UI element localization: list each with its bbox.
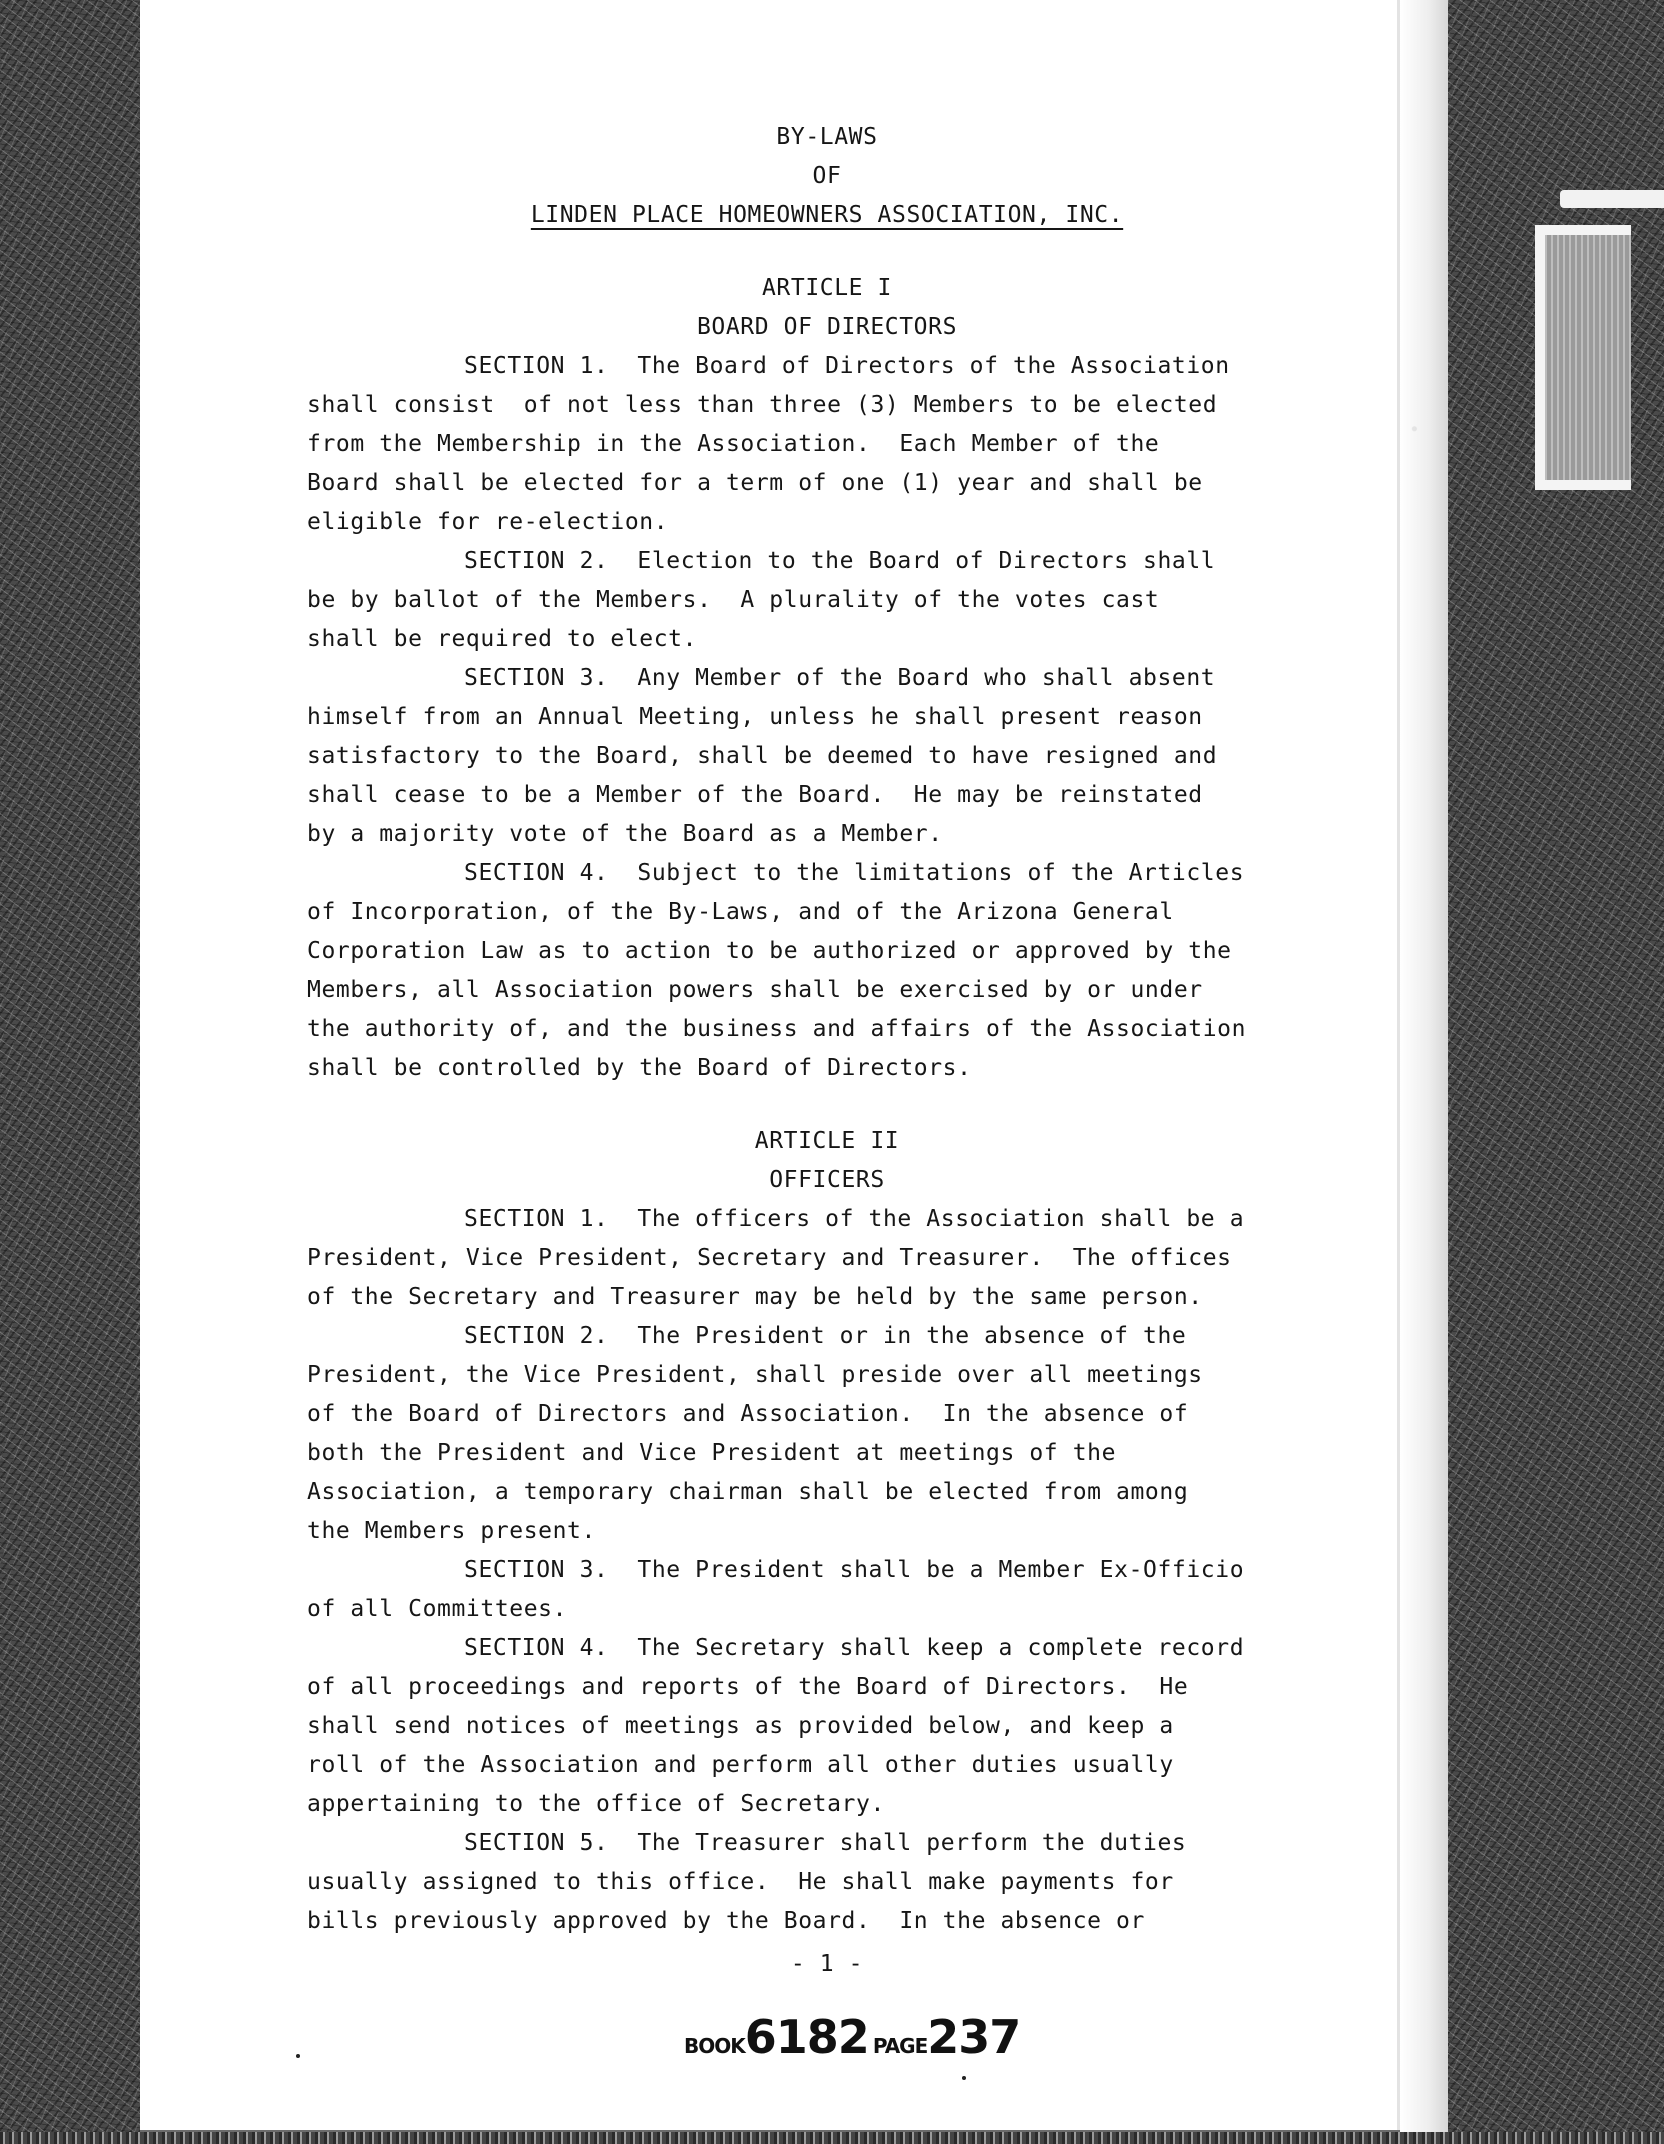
doc-title-line-2: OF [812, 163, 842, 189]
body-text-line: shall cease to be a Member of the Board. He may be reinstated [307, 782, 1203, 808]
body-text-line: President, Vice President, Secretary and Treasurer. The offices [307, 1245, 1232, 1271]
body-text-line: from the Membership in the Association. Each Member of the [307, 431, 1160, 457]
article-1-number: ARTICLE I [761, 275, 893, 301]
article-1-lines [307, 347, 1347, 1088]
binder-clip-bar [1560, 190, 1664, 208]
paper-edge-strip [1400, 0, 1448, 2144]
body-text-line: by a majority vote of the Board as a Member. [307, 821, 943, 847]
section-start-line: SECTION 4. Subject to the limitations of the Articles [464, 860, 1245, 886]
section-start-line: SECTION 4. The Secretary shall keep a complete record [464, 1635, 1245, 1661]
article-2-lines [307, 1200, 1347, 1941]
body-text-line: shall consist of not less than three (3) Members to be elected [307, 392, 1218, 418]
body-text-line: be by ballot of the Members. A plurality of the votes cast [307, 587, 1160, 613]
article-1 [307, 269, 1347, 1088]
body-text-line: of all Committees. [307, 1596, 568, 1622]
scan-speck [962, 2076, 966, 2080]
body-text-line: Corporation Law as to action to be authorized or approved by the [307, 938, 1232, 964]
spacer [307, 235, 1347, 269]
section-start-line: SECTION 1. The Board of Directors of the Association [464, 353, 1230, 379]
body-text-line: Members, all Association powers shall be exercised by or under [307, 977, 1203, 1003]
recorded-page-number: 237 [927, 2010, 1021, 2064]
body-text-line: of the Board of Directors and Association. In the absence of [307, 1401, 1189, 1427]
body-text-line: appertaining to the office of Secretary. [307, 1791, 885, 1817]
section-start-line: SECTION 1. The officers of the Association shall be a [464, 1206, 1245, 1232]
body-text-line: the authority of, and the business and affairs of the Association [307, 1016, 1247, 1042]
body-text-line: himself from an Annual Meeting, unless he shall present reason [307, 704, 1203, 730]
body-text-line: both the President and Vice President at meetings of the [307, 1440, 1117, 1466]
body-text-line: of the Secretary and Treasurer may be held by the same person. [307, 1284, 1203, 1310]
association-name: LINDEN PLACE HOMEOWNERS ASSOCIATION, INC. [530, 202, 1124, 228]
article-2-number: ARTICLE II [754, 1128, 900, 1154]
document-body [307, 118, 1347, 1984]
body-text-line: of Incorporation, of the By-Laws, and of the Arizona General [307, 899, 1174, 925]
section-start-line: SECTION 5. The Treasurer shall perform the duties [464, 1830, 1187, 1856]
doc-title-line-1: BY-LAWS [776, 124, 878, 150]
book-number: 6182 [744, 2010, 869, 2064]
scan-bottom-edge [0, 2132, 1664, 2144]
scan-background-left [0, 0, 140, 2144]
body-text-line: usually assigned to this office. He shall make payments for [307, 1869, 1174, 1895]
spacer [307, 1088, 1347, 1122]
article-2 [307, 1122, 1347, 1941]
body-text-line: the Members present. [307, 1518, 596, 1544]
body-text-line: satisfactory to the Board, shall be deemed to have resigned and [307, 743, 1218, 769]
body-text-line: Board shall be elected for a term of one (1) year and shall be [307, 470, 1203, 496]
body-text-line: President, the Vice President, shall preside over all meetings [307, 1362, 1203, 1388]
section-start-line: SECTION 3. Any Member of the Board who shall absent [464, 665, 1216, 691]
book-page-stamp [684, 2010, 1020, 2064]
body-text-line: of all proceedings and reports of the Board of Directors. He [307, 1674, 1189, 1700]
scan-speck [296, 2054, 300, 2058]
body-text-line: shall be required to elect. [307, 626, 698, 652]
doc-title-line-3 [307, 196, 1347, 235]
binder-clip-frame [1535, 225, 1631, 490]
body-text-line: shall send notices of meetings as provided below, and keep a [307, 1713, 1174, 1739]
section-start-line: SECTION 2. The President or in the absence of the [464, 1323, 1187, 1349]
page-label: PAGE [872, 2034, 928, 2058]
body-text-line: eligible for re-election. [307, 509, 669, 535]
page-number: - 1 - [790, 1951, 864, 1977]
article-2-title: OFFICERS [769, 1167, 885, 1193]
section-start-line: SECTION 3. The President shall be a Member Ex-Officio [464, 1557, 1245, 1583]
body-text-line: shall be controlled by the Board of Directors. [307, 1055, 972, 1081]
body-text-line: Association, a temporary chairman shall be elected from among [307, 1479, 1189, 1505]
book-label: BOOK [684, 2034, 745, 2058]
body-text-line: bills previously approved by the Board. In the absence or [307, 1908, 1145, 1934]
body-text-line: roll of the Association and perform all other duties usually [307, 1752, 1174, 1778]
section-start-line: SECTION 2. Election to the Board of Directors shall [464, 548, 1216, 574]
article-1-title: BOARD OF DIRECTORS [696, 314, 958, 340]
